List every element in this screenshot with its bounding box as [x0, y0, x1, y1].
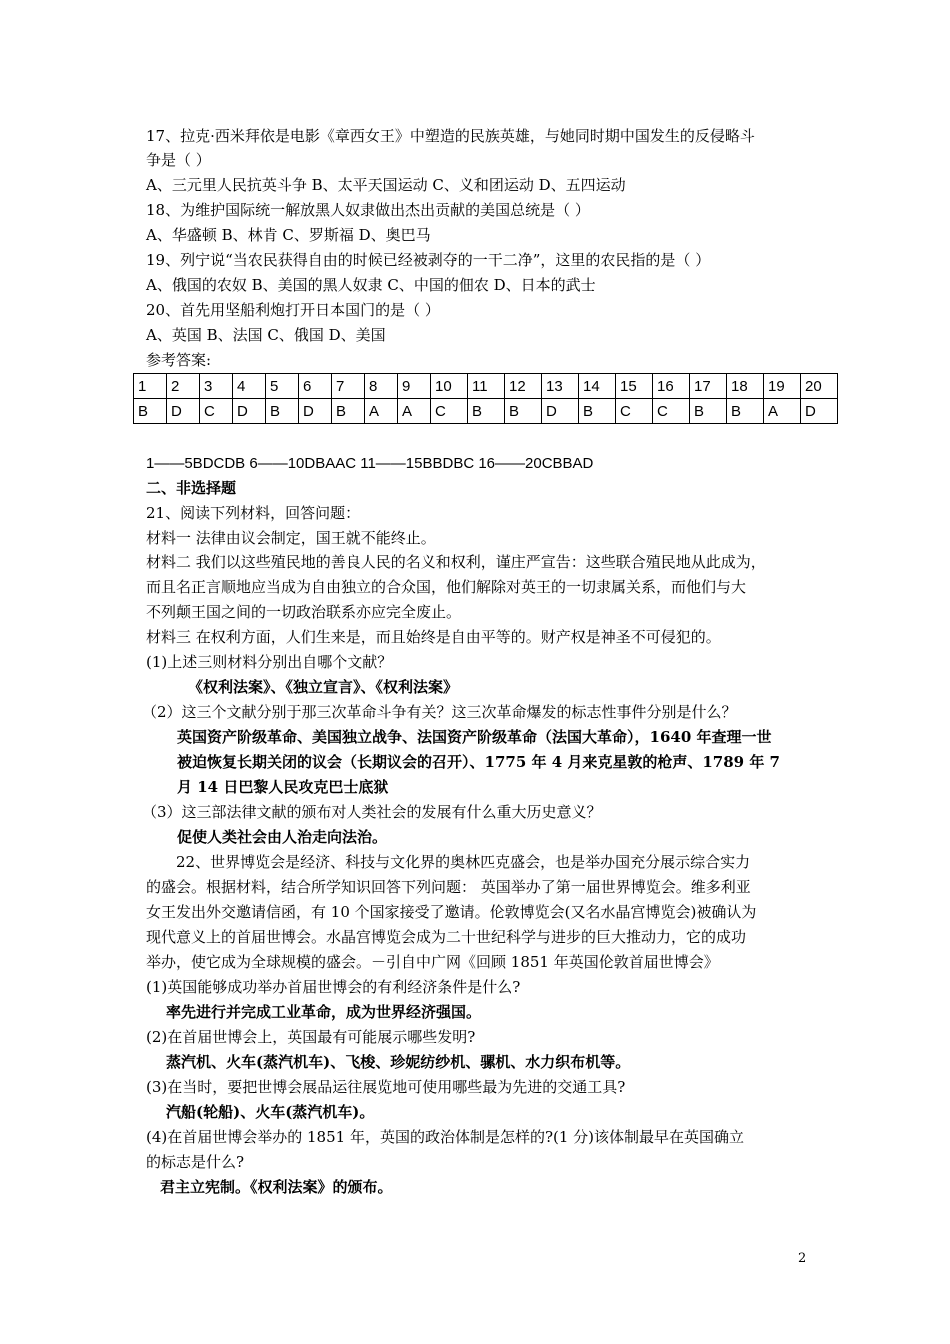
answer-number-cell: 5 [266, 374, 299, 399]
answer-letter-cell: D [233, 399, 266, 424]
answer-number-cell: 13 [542, 374, 579, 399]
answer-21-1: 《权利法案》、《独立宣言》、《权利法案》 [188, 678, 459, 696]
question-22-2: (2)在首届世博会上，英国最有可能展示哪些发明? [146, 1028, 476, 1046]
question-19: 19、列宁说“当农民获得自由的时候已经被剥夺的一干二净”，这里的农民指的是（ ） [146, 251, 711, 269]
question-19-options: A、俄国的农奴 B、美国的黑人奴隶 C、中国的佃农 D、日本的武士 [146, 276, 596, 294]
answer-letter-cell: A [365, 399, 398, 424]
answer-21-2-line1: 英国资产阶级革命、美国独立战争、法国资产阶级革命（法国大革命），1640 年查理一世 [177, 728, 772, 746]
answer-number-cell: 19 [764, 374, 801, 399]
answer-letter-cell: D [542, 399, 579, 424]
answer-number-cell: 16 [653, 374, 690, 399]
answer-number-cell: 7 [332, 374, 365, 399]
answer-number-cell: 6 [299, 374, 332, 399]
question-17-line1: 17、拉克·西米拜依是电影《章西女王》中塑造的民族英雄，与她同时期中国发生的反侵略斗 [146, 127, 755, 145]
question-21-3: （3）这三部法律文献的颁布对人类社会的发展有什么重大历史意义？ [142, 803, 602, 821]
answer-number-cell: 4 [233, 374, 266, 399]
answer-number-cell: 17 [690, 374, 727, 399]
answer-letter-cell: B [468, 399, 505, 424]
answer-letter-cell: D [167, 399, 200, 424]
answer-letter-cell: C [653, 399, 690, 424]
question-22-1: (1)英国能够成功举办首届世博会的有利经济条件是什么? [146, 978, 521, 996]
question-18: 18、为维护国际统一解放黑人奴隶做出杰出贡献的美国总统是（ ） [146, 201, 590, 219]
question-21-2: （2）这三个文献分别于那三次革命斗争有关？这三次革命爆发的标志性事件分别是什么？ [142, 703, 737, 721]
answer-letter-cell: D [801, 399, 838, 424]
question-17-options: A、三元里人民抗英斗争 B、太平天国运动 C、义和团运动 D、五四运动 [146, 176, 626, 194]
question-22-line4: 现代意义上的首届世博会。水晶宫博览会成为二十世纪科学与进步的巨大推动力，它的成功 [146, 928, 747, 946]
question-22-line5: 举办，使它成为全球规模的盛会。－引自中广网《回顾 1851 年英国伦敦首届世博会》 [146, 953, 719, 971]
answer-number-cell: 1 [134, 374, 167, 399]
question-21-intro: 21、阅读下列材料，回答问题： [146, 504, 361, 522]
material-2-line2: 而且名正言顺地应当成为自由独立的合众国，他们解除对英王的一切隶属关系，而他们与大 [146, 578, 747, 596]
answer-letter-cell: B [134, 399, 167, 424]
answer-letter-cell: B [266, 399, 299, 424]
question-22-line1: 22、世界博览会是经济、科技与文化界的奥林匹克盛会，也是举办国充分展示综合实力 [176, 853, 751, 871]
material-2-line3: 不列颠王国之间的一切政治联系亦应完全废止。 [146, 603, 462, 621]
answer-summary: 1——5BDCDB 6——10DBAAC 11——15BBDBC 16——20CBBAD [146, 455, 594, 472]
answer-22-2: 蒸汽机、火车(蒸汽机车)、飞梭、珍妮纺纱机、骡机、水力织布机等。 [166, 1053, 631, 1071]
answer-number-cell: 11 [468, 374, 505, 399]
answer-number-cell: 10 [431, 374, 468, 399]
answer-number-cell: 8 [365, 374, 398, 399]
answer-letter-cell: B [727, 399, 764, 424]
answer-number-cell: 15 [616, 374, 653, 399]
answer-21-3: 促使人类社会由人治走向法治。 [177, 828, 388, 846]
answer-number-cell: 18 [727, 374, 764, 399]
answer-21-2-line3: 月 14 日巴黎人民攻克巴士底狱 [177, 778, 389, 796]
answer-22-4: 君主立宪制。《权利法案》的颁布。 [160, 1178, 393, 1196]
answer-letter-cell: A [398, 399, 431, 424]
answer-key-title: 参考答案: [146, 351, 212, 369]
answer-letter-cell: B [332, 399, 365, 424]
section-heading: 二、非选择题 [146, 479, 237, 497]
question-21-1: (1)上述三则材料分别出自哪个文献？ [146, 653, 393, 671]
answer-table-letter-row [134, 399, 838, 424]
material-3: 材料三 在权利方面，人们生来是，而且始终是自由平等的。财产权是神圣不可侵犯的。 [146, 628, 721, 646]
answer-letter-cell: B [690, 399, 727, 424]
answer-table [133, 373, 838, 424]
answer-letter-cell: B [505, 399, 542, 424]
answer-number-cell: 14 [579, 374, 616, 399]
answer-letter-cell: C [431, 399, 468, 424]
answer-table-number-row [134, 374, 838, 399]
question-18-options: A、华盛顿 B、林肯 C、罗斯福 D、奥巴马 [146, 226, 431, 244]
answer-number-cell: 9 [398, 374, 431, 399]
answer-number-cell: 2 [167, 374, 200, 399]
answer-number-cell: 12 [505, 374, 542, 399]
answer-letter-cell: C [200, 399, 233, 424]
answer-letter-cell: C [616, 399, 653, 424]
answer-letter-cell: D [299, 399, 332, 424]
answer-21-2-line2: 被迫恢复长期关闭的议会（长期议会的召开）、1775 年 4 月来克星敦的枪声、1789 年 7 [177, 753, 780, 771]
question-20-options: A、英国 B、法国 C、俄国 D、美国 [146, 326, 386, 344]
question-22-3: (3)在当时，要把世博会展品运往展览地可使用哪些最为先进的交通工具? [146, 1078, 626, 1096]
question-22-line3: 女王发出外交邀请信函，有 10 个国家接受了邀请。伦敦博览会(又名水晶宫博览会)被确认为 [146, 903, 757, 921]
question-22-line2: 的盛会。根据材料，结合所学知识回答下列问题： 英国举办了第一届世界博览会。维多利亚 [146, 878, 751, 896]
answer-22-1: 率先进行并完成工业革命，成为世界经济强国。 [166, 1003, 482, 1021]
page-number: 2 [798, 1251, 807, 1266]
answer-number-cell: 3 [200, 374, 233, 399]
answer-letter-cell: B [579, 399, 616, 424]
answer-22-3: 汽船(轮船)、火车(蒸汽机车)。 [166, 1103, 375, 1121]
material-2-line1: 材料二 我们以这些殖民地的善良人民的名义和权利，谨庄严宣告：这些联合殖民地从此成为， [146, 553, 766, 571]
question-22-4-line1: (4)在首届世博会举办的 1851 年，英国的政治体制是怎样的?(1 分)该体制最早在英国确立 [146, 1128, 745, 1146]
answer-number-cell: 20 [801, 374, 838, 399]
question-22-4-line2: 的标志是什么? [146, 1153, 245, 1171]
question-17-line2: 争是（ ） [146, 151, 211, 169]
question-20: 20、首先用坚船利炮打开日本国门的是（ ） [146, 301, 440, 319]
material-1: 材料一 法律由议会制定，国王就不能终止。 [146, 529, 436, 547]
answer-letter-cell: A [764, 399, 801, 424]
